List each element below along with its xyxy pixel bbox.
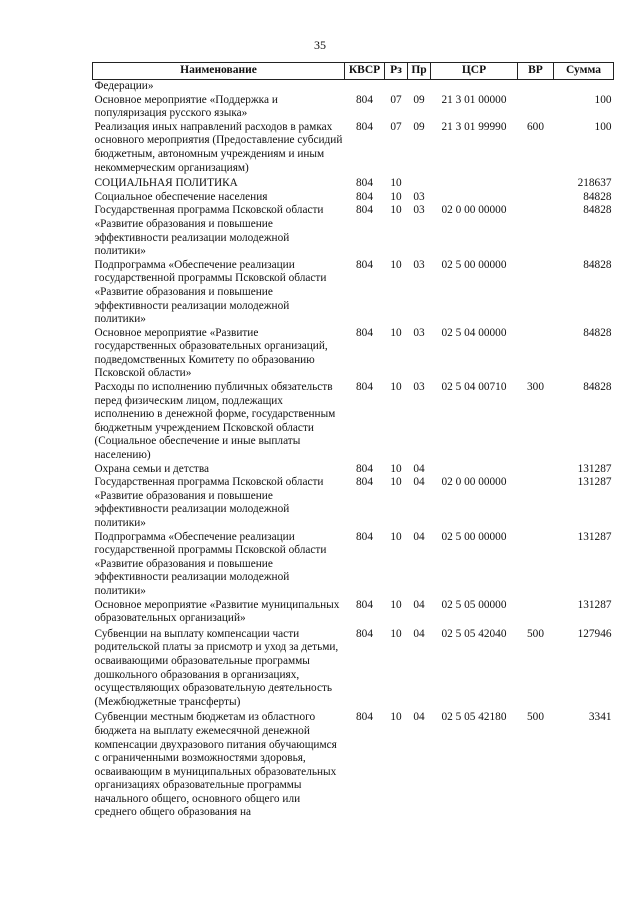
cell-kvsr: 804 (356, 177, 373, 190)
cell-rz: 10 (390, 326, 402, 339)
cell-name: Охрана семьи и детства (94, 462, 210, 475)
header-pr: Пр (408, 63, 431, 80)
cell-vr (518, 476, 554, 530)
cell-name: Федерации» (94, 80, 154, 92)
header-csr: ЦСР (431, 63, 518, 80)
table-row (93, 599, 614, 626)
table-row (93, 175, 614, 191)
table-row (93, 327, 614, 381)
cell-sum: 127946 (577, 627, 612, 640)
header-sum: Сумма (554, 63, 614, 80)
cell-name: Подпрограмма «Обеспечение реализации государственной программы Псковской области «Развитие образования и повышение эффективности реализации молодежной политики» (94, 258, 327, 326)
cell-kvsr: 804 (356, 598, 373, 611)
cell-name: Реализация иных направлений расходов в рамках основного мероприятия (Предоставление субсидий бюджетным, автономным учреждениям и иным некоммерческим организациям) (94, 120, 343, 174)
cell-vr (518, 175, 554, 191)
cell-rz: 07 (390, 120, 402, 133)
cell-pr: 04 (413, 627, 425, 640)
cell-rz: 10 (390, 381, 402, 394)
table-row (93, 626, 614, 710)
cell-name: Государственная программа Псковской области «Развитие образования и повышение эффективности реализации молодежной политики» (94, 204, 324, 258)
header-kvsr: КВСР (345, 63, 385, 80)
cell-csr: 02 5 05 00000 (441, 598, 507, 611)
cell-csr: 02 5 04 00710 (441, 381, 507, 394)
cell-pr: 09 (413, 93, 425, 106)
cell-name: Субвенции на выплату компенсации части родительской платы за присмотр и уход за детьми, осваивающими образовательные программы дошкольного образования в организациях, осуществляющих образовательную деятельность (Межбюджетные трансферты) (94, 627, 339, 708)
cell-sum: 100 (594, 120, 612, 133)
cell-vr (518, 327, 554, 381)
cell-csr (431, 191, 518, 205)
cell-pr: 03 (413, 204, 425, 217)
cell-rz: 10 (390, 177, 402, 190)
cell-vr (518, 204, 554, 258)
cell-kvsr: 804 (356, 93, 373, 106)
cell-pr (408, 80, 431, 94)
cell-sum: 131287 (577, 462, 612, 475)
cell-kvsr: 804 (356, 258, 373, 271)
cell-pr: 03 (413, 190, 425, 203)
cell-vr (518, 463, 554, 477)
cell-rz: 10 (390, 258, 402, 271)
cell-sum: 84828 (583, 190, 612, 203)
table-row (93, 476, 614, 530)
cell-rz: 10 (390, 476, 402, 489)
header-vr: ВР (518, 63, 554, 80)
cell-name: СОЦИАЛЬНАЯ ПОЛИТИКА (94, 177, 238, 190)
cell-vr (518, 94, 554, 121)
cell-pr: 04 (413, 598, 425, 611)
cell-name: Основное мероприятие «Развитие муниципальных образовательных организаций» (94, 598, 340, 625)
cell-pr: 03 (413, 258, 425, 271)
table-row (93, 94, 614, 121)
cell-rz: 10 (390, 598, 402, 611)
cell-csr: 02 5 05 42040 (441, 627, 507, 640)
cell-sum: 84828 (583, 326, 612, 339)
cell-sum: 131287 (577, 476, 612, 489)
header-name: Наименование (93, 63, 345, 80)
cell-rz: 10 (390, 530, 402, 543)
cell-csr (431, 80, 518, 94)
table-row (93, 204, 614, 258)
cell-vr (518, 80, 554, 94)
cell-name: Социальное обеспечение населения (94, 190, 268, 203)
cell-sum (554, 80, 614, 94)
table-row (93, 259, 614, 327)
cell-csr (431, 175, 518, 191)
cell-kvsr (345, 80, 385, 94)
cell-pr (408, 175, 431, 191)
cell-csr: 02 5 04 00000 (441, 326, 507, 339)
cell-sum: 3341 (588, 711, 612, 724)
cell-kvsr: 804 (356, 530, 373, 543)
table-row (93, 463, 614, 477)
cell-kvsr: 804 (356, 326, 373, 339)
cell-name: Субвенции местным бюджетам из областного бюджета на выплату ежемесячной денежной компенсации двухразового питания обучающимся с ограниченными возможностями здоровья, осваивающим в муниципальных образовательных организациях образовательные программы начального общего, основного общего или среднего общего образования на (94, 711, 337, 819)
page-number: 35 (314, 38, 326, 52)
cell-sum: 84828 (583, 204, 612, 217)
cell-kvsr: 804 (356, 120, 373, 133)
budget-table (92, 62, 614, 820)
cell-kvsr: 804 (356, 627, 373, 640)
table-row (93, 121, 614, 175)
cell-vr (518, 191, 554, 205)
table-row (93, 80, 614, 94)
header-rz: Рз (385, 63, 408, 80)
cell-vr: 500 (527, 711, 544, 724)
cell-rz: 07 (390, 93, 402, 106)
table-body (93, 80, 614, 821)
cell-vr (518, 531, 554, 599)
cell-sum: 218637 (577, 177, 612, 190)
cell-vr: 500 (527, 627, 544, 640)
cell-name: Государственная программа Псковской области «Развитие образования и повышение эффективности реализации молодежной политики» (94, 476, 324, 529)
cell-rz: 10 (390, 627, 402, 640)
cell-sum: 84828 (583, 258, 612, 271)
cell-kvsr: 804 (356, 204, 373, 217)
cell-csr: 02 5 00 00000 (441, 530, 507, 543)
cell-rz: 10 (390, 462, 402, 475)
cell-name: Основное мероприятие «Развитие государственных образовательных организаций, подведомственных Комитету по образованию Псковской области» (94, 326, 328, 380)
cell-pr: 04 (413, 530, 425, 543)
cell-pr: 09 (413, 120, 425, 133)
table-header-row (93, 63, 614, 80)
cell-name: Подпрограмма «Обеспечение реализации государственной программы Псковской области «Развитие образования и повышение эффективности реализации молодежной политики» (94, 530, 327, 597)
cell-csr: 02 5 00 00000 (441, 258, 507, 271)
cell-rz: 10 (390, 204, 402, 217)
cell-vr: 300 (527, 381, 544, 394)
cell-kvsr: 804 (356, 462, 373, 475)
cell-name: Расходы по исполнению публичных обязательств перед физическим лицом, подлежащих исполнению в денежной форме, государственным бюджетным учреждением Псковской области (Социальное обеспечение и иные выплаты населению) (94, 381, 336, 462)
cell-rz: 10 (390, 711, 402, 724)
cell-pr: 04 (413, 476, 425, 489)
cell-pr: 03 (413, 326, 425, 339)
cell-vr (518, 259, 554, 327)
cell-csr: 02 5 05 42180 (441, 711, 507, 724)
cell-rz (385, 80, 408, 94)
table-row (93, 531, 614, 599)
cell-rz: 10 (390, 190, 402, 203)
cell-sum: 100 (594, 93, 612, 106)
cell-csr (431, 463, 518, 477)
cell-kvsr: 804 (356, 381, 373, 394)
cell-sum: 131287 (577, 530, 612, 543)
cell-pr: 03 (413, 381, 425, 394)
cell-kvsr: 804 (356, 476, 373, 489)
cell-vr (518, 599, 554, 626)
cell-csr: 02 0 00 00000 (441, 204, 507, 217)
cell-csr: 21 3 01 00000 (441, 93, 507, 106)
cell-csr: 02 0 00 00000 (441, 476, 507, 489)
cell-vr: 600 (527, 120, 544, 133)
table-row (93, 709, 614, 820)
cell-sum: 131287 (577, 598, 612, 611)
cell-pr: 04 (413, 462, 425, 475)
cell-sum: 84828 (583, 381, 612, 394)
table-row (93, 381, 614, 463)
cell-kvsr: 804 (356, 190, 373, 203)
cell-csr: 21 3 01 99990 (441, 120, 507, 133)
cell-name: Основное мероприятие «Поддержка и популяризация русского языка» (94, 93, 278, 120)
table-row (93, 191, 614, 205)
cell-pr: 04 (413, 711, 425, 724)
cell-kvsr: 804 (356, 711, 373, 724)
